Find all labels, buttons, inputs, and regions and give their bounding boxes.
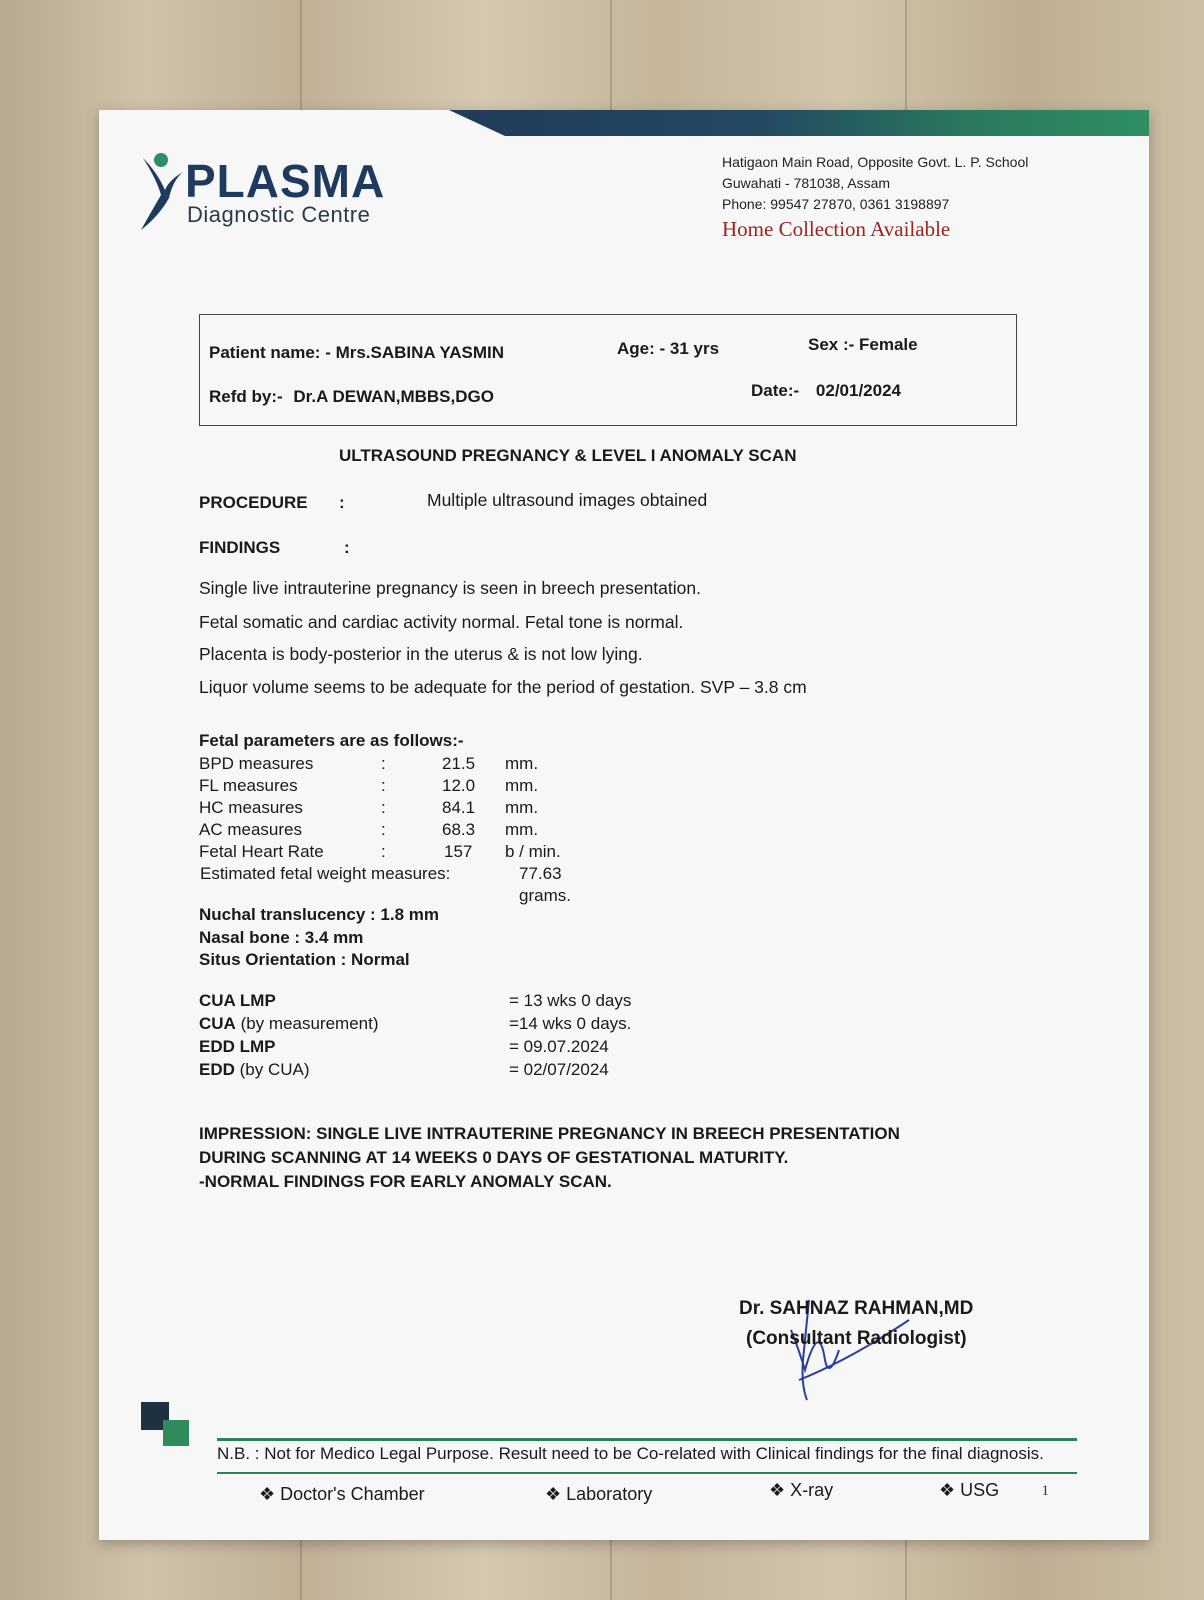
param-name: AC measures [199,820,302,839]
address-line-1: Hatigaon Main Road, Opposite Govt. L. P. School [722,154,1029,170]
date-row-value: =14 wks 0 days. [509,1014,632,1033]
service-label: Doctor's Chamber [280,1484,425,1504]
header-band [449,110,1149,136]
efw-row [199,863,599,905]
param-unit: mm. [505,754,539,773]
date-row [199,1036,679,1059]
diamond-bullet-icon: ❖ [545,1484,567,1504]
patient-sex: Sex :- Female [808,335,918,354]
refd-label: Refd by:- [209,387,283,406]
report-sheet [99,110,1149,1540]
impression-block [199,1122,900,1194]
service-usg [939,1480,999,1501]
service-label: Laboratory [566,1484,653,1504]
param-unit: mm. [505,776,539,795]
params-heading: Fetal parameters are as follows:- [199,731,464,750]
procedure-colon: : [339,493,345,512]
date-row-value: = 13 wks 0 days [509,991,632,1010]
param-value: 157 [444,842,473,861]
situs-orientation: Situs Orientation : Normal [199,950,410,969]
param-sep: : [381,776,386,795]
date-label-bold: CUA LMP [199,991,276,1010]
impression-line-3: -NORMAL FINDINGS FOR EARLY ANOMALY SCAN. [199,1172,612,1191]
finding-line-4: Liquor volume seems to be adequate for the period of gestation. SVP – 3.8 cm [199,677,807,697]
date-row [199,1059,679,1082]
date-row [199,990,679,1013]
logo-subtitle: Diagnostic Centre [187,202,371,227]
date-label-bold: CUA [199,1014,236,1033]
service-label: X-ray [790,1480,834,1500]
diamond-bullet-icon: ❖ [939,1480,961,1500]
efw-value: 77.63 grams. [519,864,571,905]
date-row-value: = 02/07/2024 [509,1060,609,1079]
service-label: USG [960,1480,1000,1500]
param-value: 21.5 [442,754,476,773]
phone: Phone: 99547 27870, 0361 3198897 [722,196,950,212]
param-value: 68.3 [442,820,476,839]
dates-table [199,990,679,1082]
param-name: FL measures [199,776,298,795]
address-line-2: Guwahati - 781038, Assam [722,175,891,191]
refd-value: Dr.A DEWAN,MBBS,DGO [293,387,494,406]
service-laboratory [545,1484,652,1505]
param-sep: : [381,754,386,773]
procedure-value: Multiple ultrasound images obtained [427,490,708,510]
finding-line-2: Fetal somatic and cardiac activity normal. Fetal tone is normal. [199,612,684,632]
finding-line-1: Single live intrauterine pregnancy is seen in breech presentation. [199,578,701,598]
clinic-address [722,152,1028,243]
param-name: Fetal Heart Rate [199,842,324,861]
efw-label: Estimated fetal weight measures: [200,864,451,883]
diamond-bullet-icon: ❖ [259,1484,281,1504]
findings-colon: : [344,538,350,557]
param-row [199,775,599,797]
footer-square-green [163,1420,189,1446]
param-row [199,753,599,775]
signatory-name: Dr. SAHNAZ RAHMAN,MD [739,1298,974,1319]
param-unit: mm. [505,798,539,817]
diamond-bullet-icon: ❖ [769,1480,791,1500]
param-name: BPD measures [199,754,314,773]
param-row [199,841,599,863]
date-row-value: = 09.07.2024 [509,1037,609,1056]
patient-age: Age: - 31 yrs [617,339,720,358]
footer-rule-bottom [217,1472,1077,1474]
findings-label: FINDINGS [199,538,281,557]
date-value: 02/01/2024 [815,381,901,400]
page-number: 1 [1041,1483,1049,1499]
service-doctors-chamber [259,1484,425,1505]
finding-line-3: Placenta is body-posterior in the uterus & is not low lying. [199,644,643,664]
date-label-bold: EDD [199,1060,235,1079]
param-row [199,797,599,819]
param-unit: mm. [505,820,539,839]
report-date [751,381,901,401]
disclaimer-note: N.B. : Not for Medico Legal Purpose. Result need to be Co-related with Clinical findings for the final diagnosis. [217,1444,1044,1463]
param-value: 12.0 [442,776,476,795]
param-name: HC measures [199,798,303,817]
patient-info-box [199,314,1017,426]
logo-wordmark: PLASMA [185,155,386,207]
patient-name: Patient name: - Mrs.SABINA YASMIN [209,343,505,362]
plasma-logo-icon [139,150,187,235]
param-sep: : [381,820,386,839]
param-sep: : [381,842,386,861]
nuchal-translucency: Nuchal translucency : 1.8 mm [199,905,439,924]
date-row [199,1013,679,1036]
param-value: 84.1 [442,798,476,817]
impression-line-2: DURING SCANNING AT 14 WEEKS 0 DAYS OF GESTATIONAL MATURITY. [199,1148,789,1167]
service-xray [769,1480,833,1501]
refd-by-label [209,387,494,407]
home-collection: Home Collection Available [722,217,951,241]
date-label: Date:- [751,381,800,400]
date-label-bold: EDD LMP [199,1037,276,1056]
report-title: ULTRASOUND PREGNANCY & LEVEL I ANOMALY SCAN [339,446,797,465]
param-sep: : [381,798,386,817]
procedure-label: PROCEDURE [199,493,308,512]
date-label-rest: (by CUA) [234,1060,310,1079]
signatory-title: (Consultant Radiologist) [746,1328,967,1349]
param-row [199,819,599,841]
date-label-rest: (by measurement) [235,1014,379,1033]
param-unit: b / min. [505,842,561,861]
footer-rule-top [217,1438,1077,1441]
nasal-bone: Nasal bone : 3.4 mm [199,928,364,947]
impression-line-1: IMPRESSION: SINGLE LIVE INTRAUTERINE PREGNANCY IN BREECH PRESENTATION [199,1124,900,1143]
params-table [199,753,599,905]
